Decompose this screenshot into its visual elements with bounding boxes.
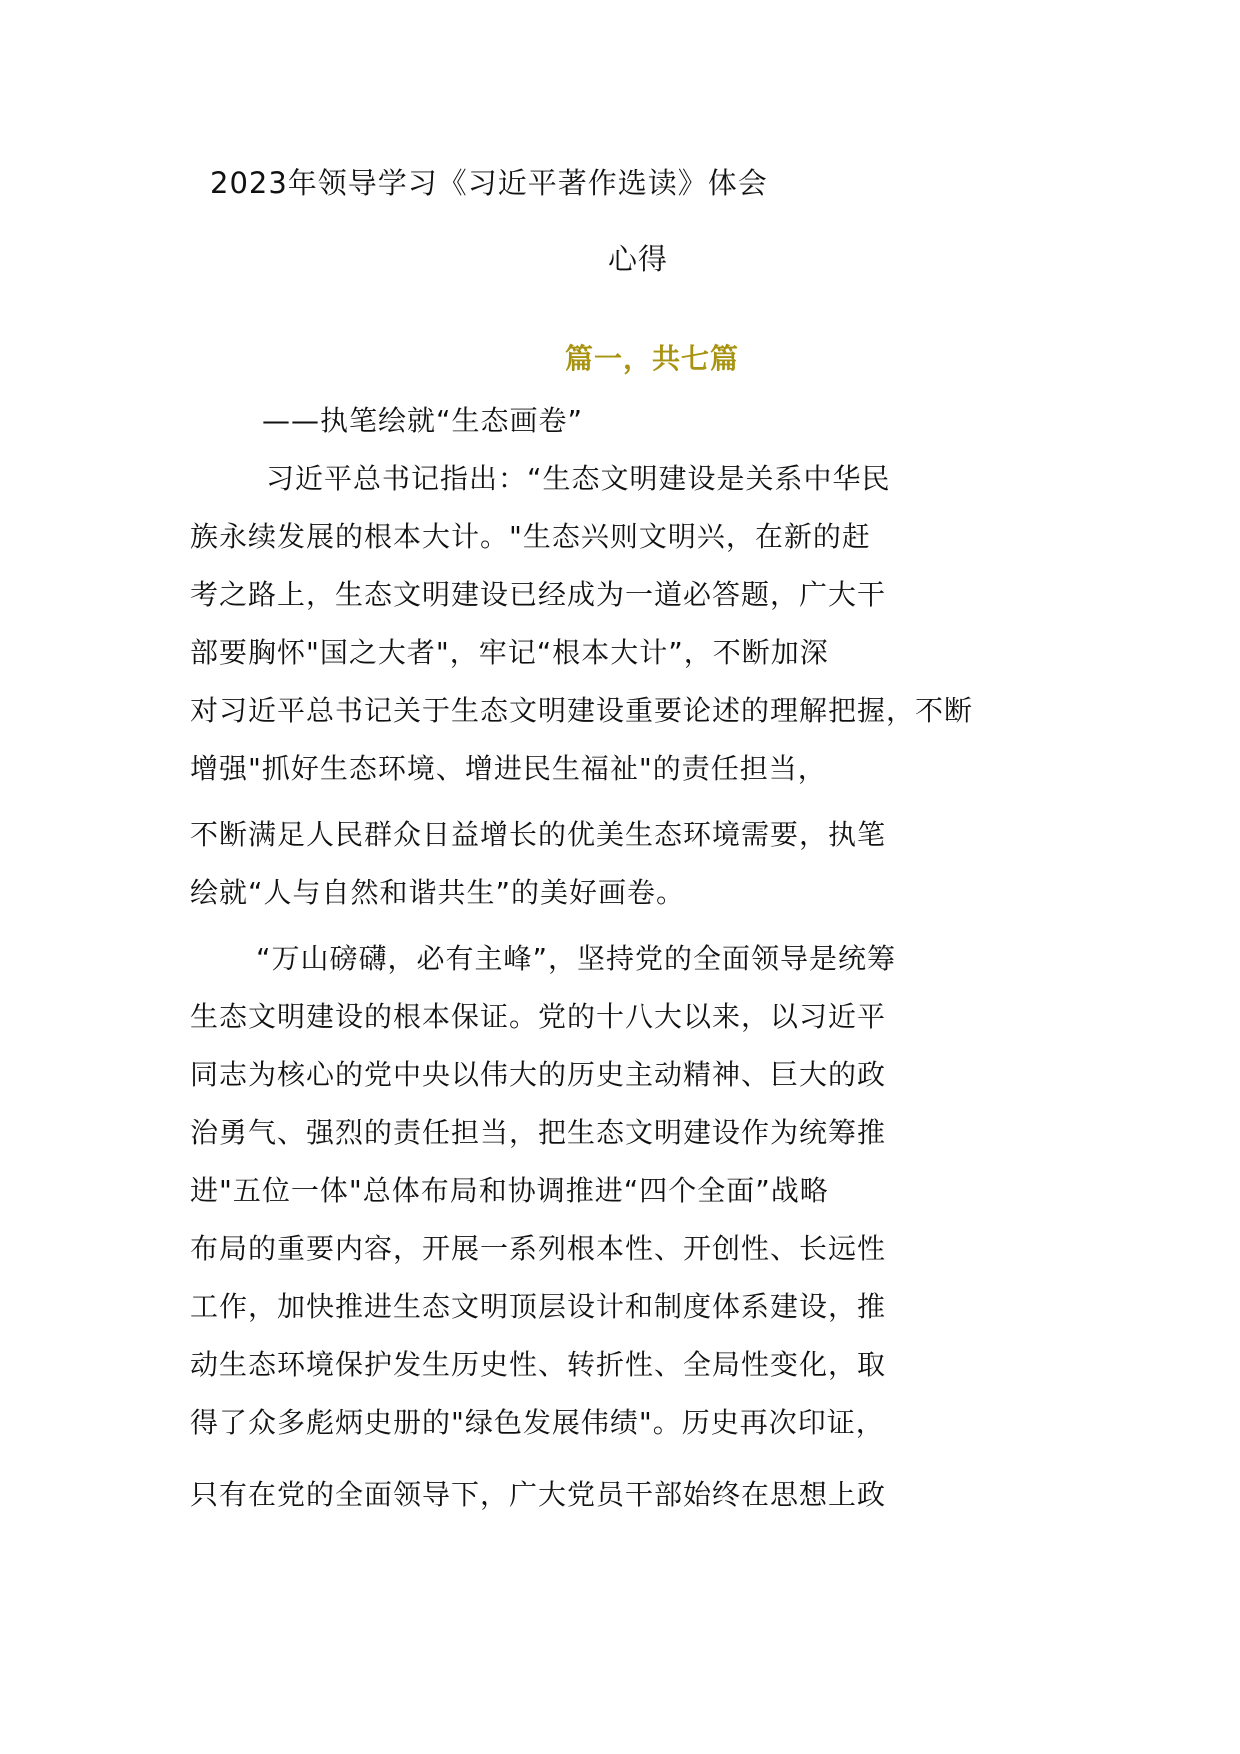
paragraph-line: 生态文明建设的根本保证。党的十八大以来，以习近平	[190, 1000, 887, 1033]
paragraph-line: 治勇气、强烈的责任担当，把生态文明建设作为统筹推	[190, 1116, 887, 1149]
paragraph-line: 考之路上，生态文明建设已经成为一道必答题，广大干	[190, 578, 887, 611]
section-heading: 篇一，共七篇	[565, 342, 740, 375]
article-subtitle: ——执笔绘就“生态画卷”	[262, 404, 584, 437]
paragraph-line: 对习近平总书记关于生态文明建设重要论述的理解把握，不断	[190, 694, 974, 727]
paragraph-line: 习近平总书记指出：“生态文明建设是关系中华民	[266, 462, 891, 495]
paragraph-line: “万山磅礴，必有主峰”，坚持党的全面领导是统筹	[256, 942, 897, 975]
document-title: 2023年领导学习《习近平著作选读》体会	[210, 166, 768, 200]
paragraph-line: 绘就“人与自然和谐共生”的美好画卷。	[190, 876, 686, 909]
paragraph-line: 同志为核心的党中央以伟大的历史主动精神、巨大的政	[190, 1058, 887, 1091]
paragraph-line: 增强"抓好生态环境、增进民生福祉"的责任担当，	[190, 752, 827, 785]
paragraph-line: 动生态环境保护发生历史性、转折性、全局性变化，取	[190, 1348, 887, 1381]
paragraph-line: 只有在党的全面领导下，广大党员干部始终在思想上政	[190, 1478, 887, 1511]
paragraph-line: 布局的重要内容，开展一系列根本性、开创性、长远性	[190, 1232, 887, 1265]
document-title-continuation: 心得	[608, 242, 669, 276]
paragraph-line: 部要胸怀"国之大者"，牢记“根本大计”，不断加深	[190, 636, 829, 669]
paragraph-line: 得了众多彪炳史册的"绿色发展伟绩"。历史再次印证，	[190, 1406, 885, 1439]
paragraph-line: 不断满足人民群众日益增长的优美生态环境需要，执笔	[190, 818, 887, 851]
paragraph-line: 进"五位一体"总体布局和协调推进“四个全面”战略	[190, 1174, 829, 1207]
paragraph-line: 工作，加快推进生态文明顶层设计和制度体系建设，推	[190, 1290, 887, 1323]
paragraph-line: 族永续发展的根本大计。"生态兴则文明兴，在新的赶	[190, 520, 871, 553]
